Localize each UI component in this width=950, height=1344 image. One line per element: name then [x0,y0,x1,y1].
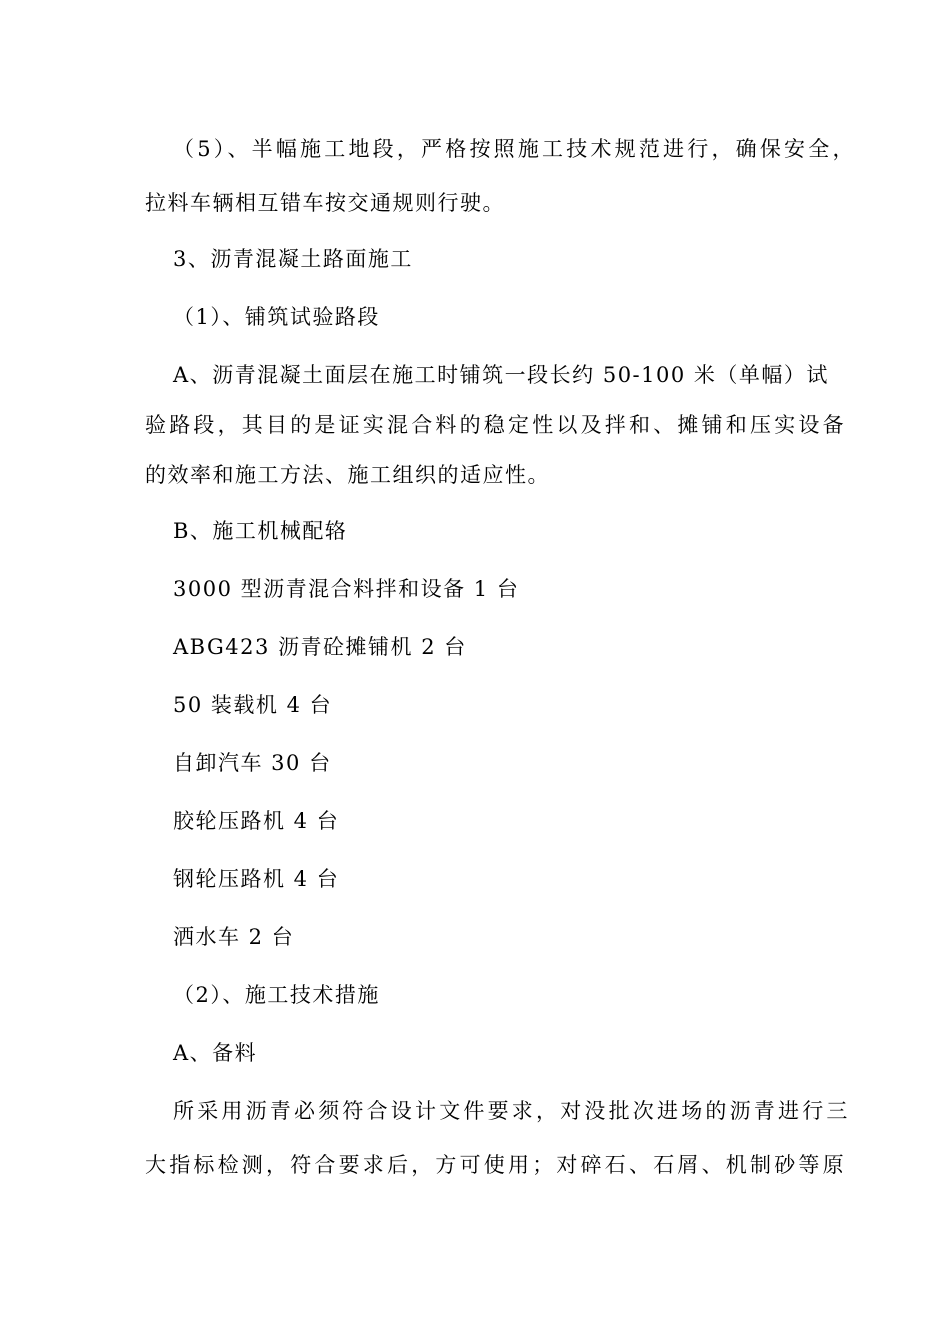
paragraph-line: A、沥青混凝土面层在施工时铺筑一段长约 50-100 米（单幅）试 [173,363,829,387]
equipment-item: 自卸汽车 30 台 [173,751,332,775]
paragraph-line: 拉料车辆相互错车按交通规则行驶。 [145,191,505,215]
item-heading: A、备料 [173,1041,258,1065]
paragraph-line: 的效率和施工方法、施工组织的适应性。 [145,463,550,487]
equipment-item: 洒水车 2 台 [173,925,295,949]
equipment-item: 钢轮压路机 4 台 [173,867,340,891]
equipment-item: 胶轮压路机 4 台 [173,809,340,833]
subsection-heading: （2）、施工技术措施 [173,983,380,1007]
paragraph-line: 验路段，其目的是证实混合料的稳定性以及拌和、摊铺和压实设备 [145,413,847,437]
paragraph-line: 大指标检测，符合要求后，方可使用；对碎石、石屑、机制砂等原 [145,1153,847,1177]
section-heading: 3、沥青混凝土路面施工 [173,247,413,271]
paragraph-line: （5）、半幅施工地段，严格按照施工技术规范进行，确保安全， [173,137,857,161]
equipment-item: ABG423 沥青砼摊铺机 2 台 [173,635,467,659]
equipment-item: 50 装载机 4 台 [173,693,333,717]
paragraph-line: 所采用沥青必须符合设计文件要求，对没批次进场的沥青进行三 [173,1099,851,1123]
item-heading: B、施工机械配辂 [173,519,348,543]
subsection-heading: （1）、铺筑试验路段 [173,305,380,329]
equipment-item: 3000 型沥青混合料拌和设备 1 台 [173,577,520,601]
